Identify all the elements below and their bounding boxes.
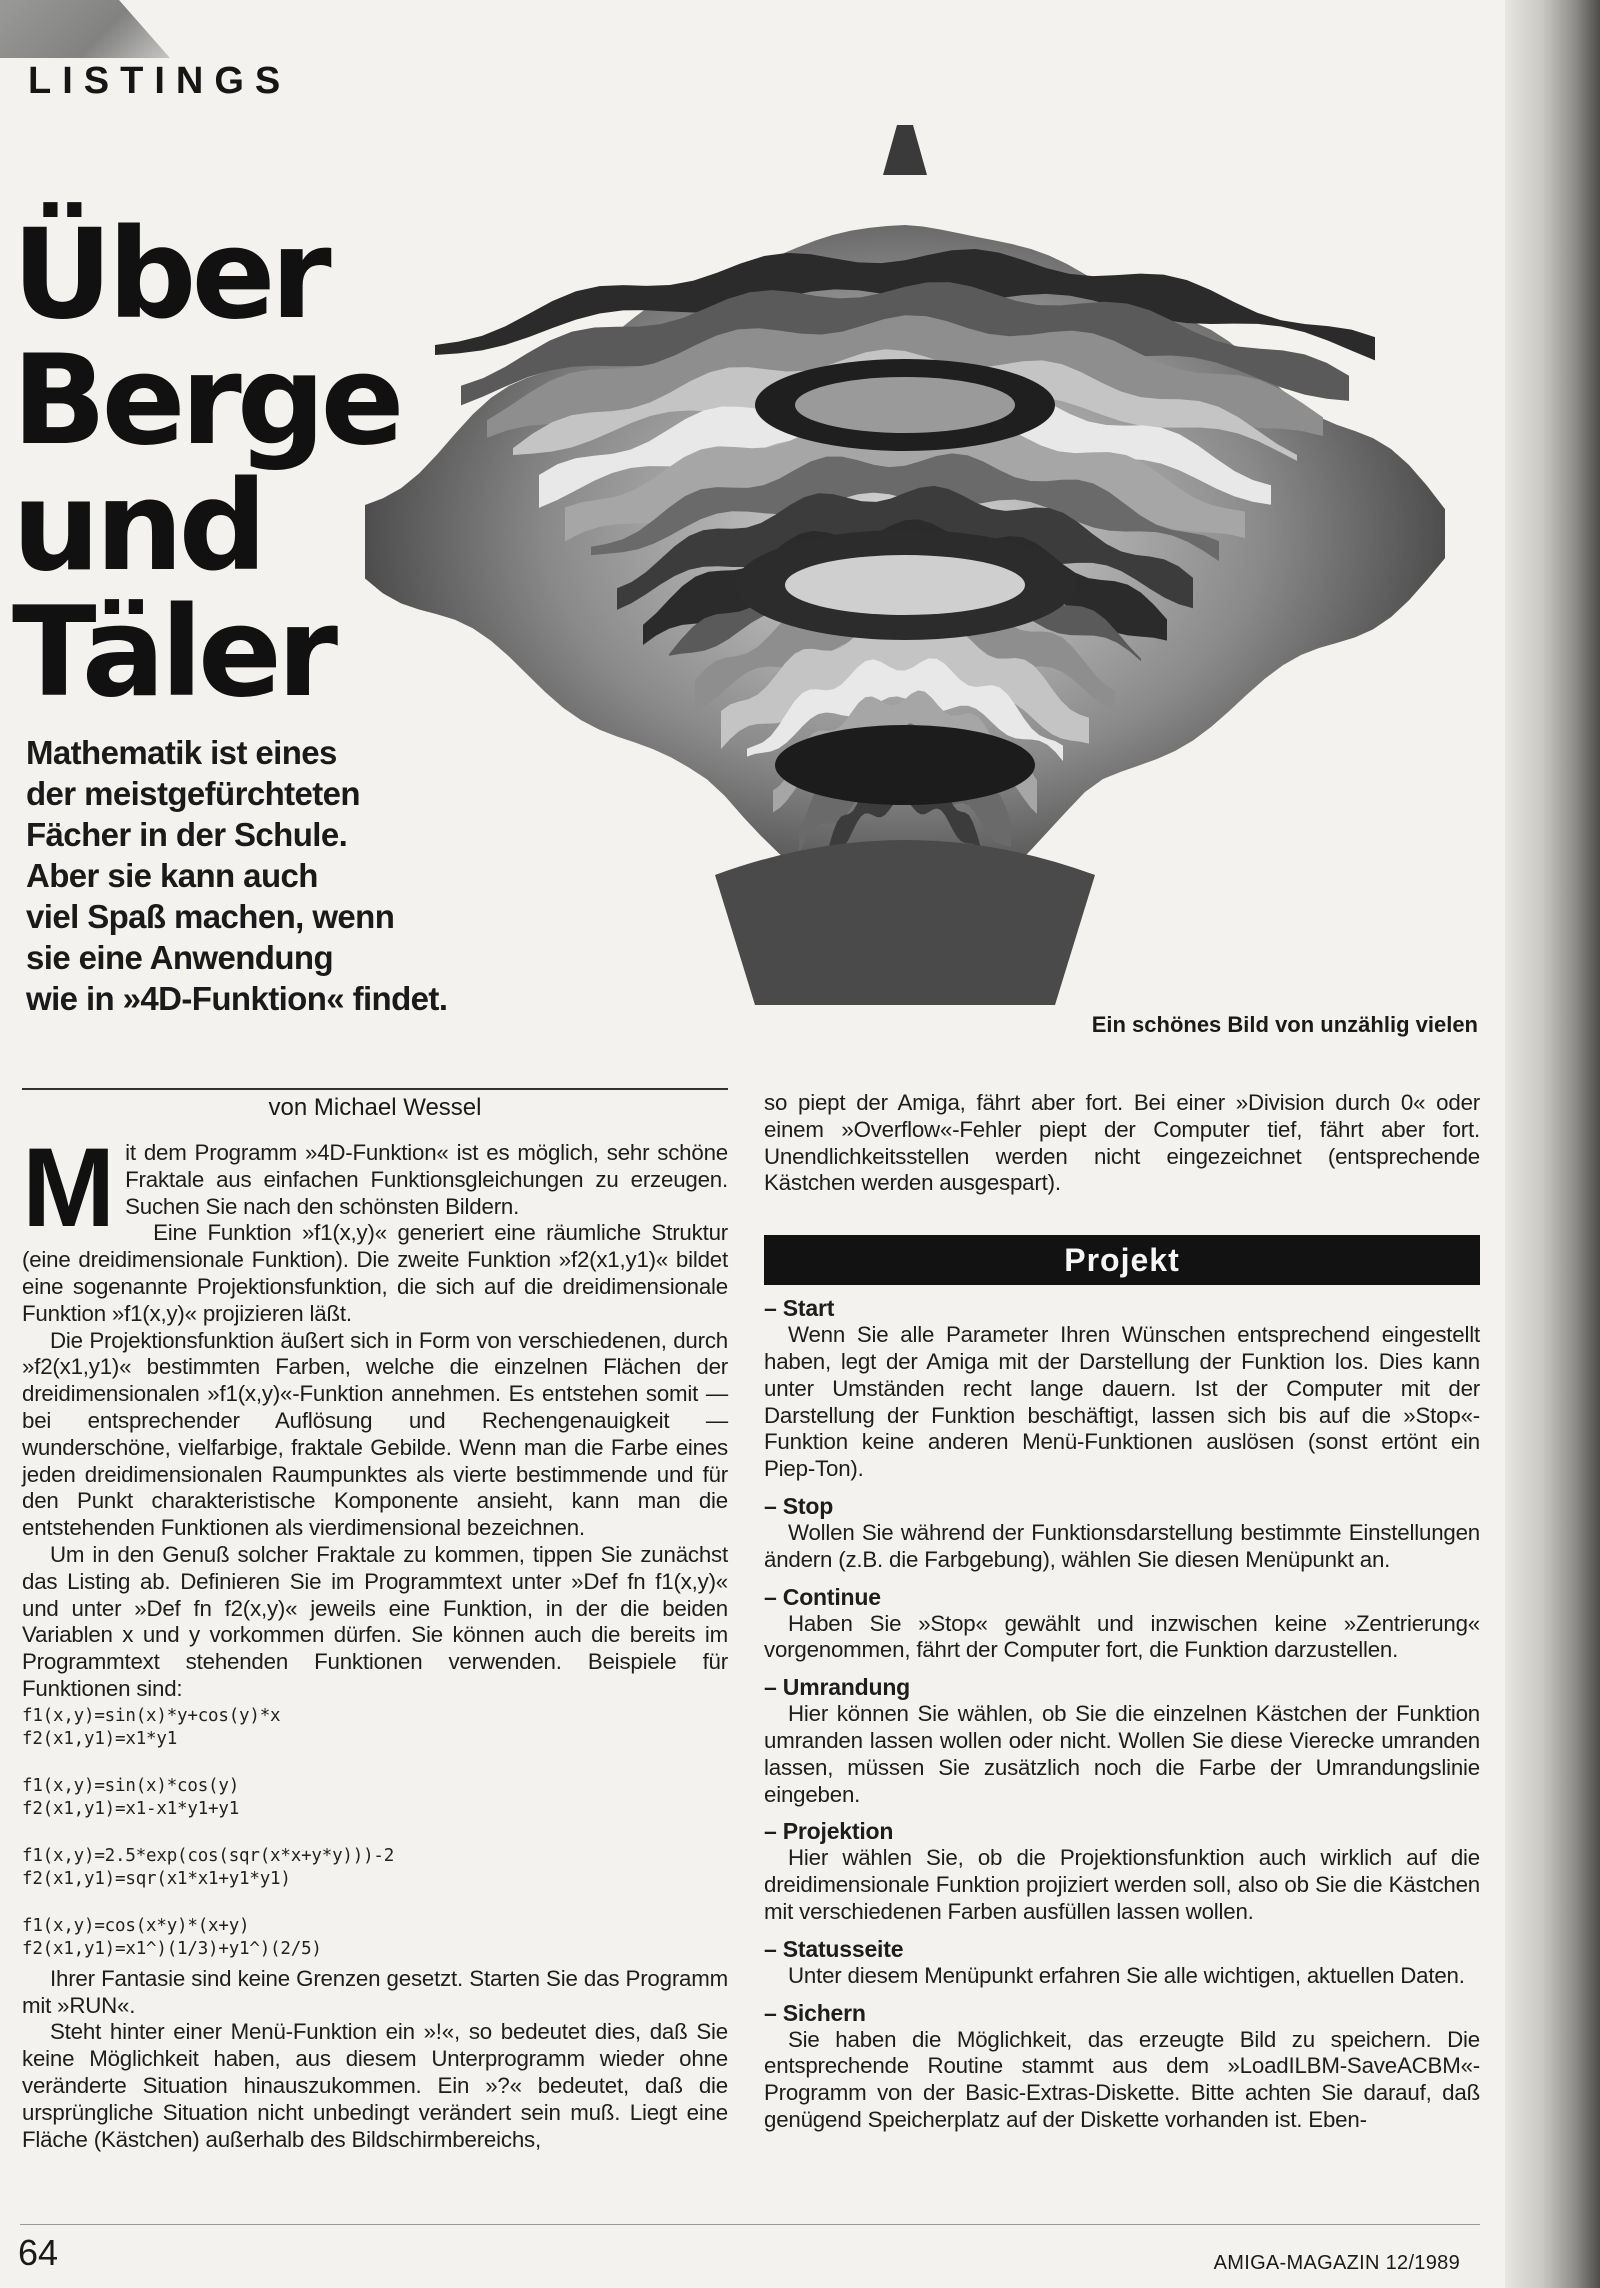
paragraph: so piept der Amiga, fährt aber fort. Bei einer »Division durch 0« oder einem »Overflow«-Fehler piept der Computer tief, fährt aber fort. Unendlichkeitsstellen werden nicht eingezeichnet (entsprechende Kästchen werden ausgespart).: [764, 1090, 1480, 1196]
magazine-issue: AMIGA-MAGAZIN 12/1989: [1213, 2252, 1460, 2274]
menu-item-title: – Projektion: [764, 1818, 894, 1845]
menu-item-description: [764, 1818, 1480, 1925]
menu-item-description: [764, 1584, 1480, 1665]
headline-line: Berge: [12, 329, 400, 473]
code-line: f1(x,y)=sin(x)*cos(y): [22, 1775, 240, 1796]
byline-rule: [22, 1088, 728, 1090]
code-line: f1(x,y)=cos(x*y)*(x+y): [22, 1915, 250, 1936]
menu-item-text: Haben Sie »Stop« gewählt und inzwischen keine »Zentrierung« vorgenommen, fährt der Computer fort, die Funktion darzustellen.: [764, 1610, 1480, 1663]
corner-tab-decoration: [0, 0, 170, 58]
section-label: LISTINGS: [28, 60, 292, 102]
paragraph: Steht hinter einer Menü-Funktion ein »!«, so bedeutet dies, daß Sie keine Möglichkeit haben, aus diesem Unterprogramm wieder ohne veränderte Situation hinauszukommen. Ein »?« bedeutet, daß die ursprüngliche Situation nicht unbedingt verändert sein muß. Liegt eine Fläche (Kästchen) außerhalb des Bildschirmbereichs,: [22, 2019, 728, 2152]
menu-item-text: Hier wählen Sie, ob die Projektionsfunktion auch wirklich auf die dreidimensionale Funktion projiziert werden soll, also ob Sie die Kästchen mit verschiedenen Farben ausfüllen lassen wollen.: [764, 1845, 1480, 1924]
teaser-line: Aber sie kann auch: [26, 857, 318, 894]
teaser-line: sie eine Anwendung: [26, 939, 334, 976]
menu-item-text: Wenn Sie alle Parameter Ihren Wünschen entsprechend eingestellt haben, legt der Amiga mit der Darstellung der Funktion los. Dies kann unter Umständen recht lange dauern. Ist der Computer mit der Darstellung der Funktion beschäftigt, lassen sich bis auf die »Stop«-Funktion keine anderen Menü-Funktionen auslösen (sonst ertönt ein Piep-Ton).: [764, 1322, 1480, 1482]
menu-item-title: – Statusseite: [764, 1935, 904, 1962]
headline-line: Über: [12, 203, 327, 347]
fractal-image: [285, 105, 1525, 1025]
paragraph-text: it dem Programm »4D-Funktion« ist es möglich, sehr schöne Fraktale aus einfachen Funktionsgleichungen zu erzeugen. Suchen Sie nach den schönsten Bildern.: [125, 1140, 728, 1219]
fractal-illustration: [285, 105, 1525, 1025]
menu-item-text: Sie haben die Möglichkeit, das erzeugte Bild zu speichern. Die entsprechende Routine stammt aus dem »LoadILBM-SaveACBM«-Programm von der Basic-Extras-Diskette. Bitte achten Sie darauf, daß genügend Speicherplatz auf der Diskette vorhanden ist. Eben-: [764, 2026, 1480, 2132]
teaser-line: viel Spaß machen, wenn: [26, 898, 395, 935]
fractal-eye-shape: [775, 725, 1035, 805]
paragraph: Um in den Genuß solcher Fraktale zu kommen, tippen Sie zunächst das Listing ab. Definieren Sie im Programmtext unter »Def fn f1(x,y)« und unter »Def fn f2(x,y)« jeweils eine Funktion, in der die beiden Variablen x und y vorkommen dürfen. Sie können auch die bereits im Programmtext stehenden Funktionen verwenden. Beispiele für Funktionen sind:: [22, 1541, 728, 1701]
code-line: f2(x1,y1)=x1-x1*y1+y1: [22, 1799, 240, 1820]
byline: von Michael Wessel: [268, 1094, 482, 1121]
code-line: f2(x1,y1)=x1*y1: [22, 1729, 178, 1750]
menu-item-title: – Stop: [764, 1492, 834, 1519]
menu-item-title: – Umrandung: [764, 1674, 911, 1701]
menu-item-description: [764, 2000, 1480, 2134]
code-line: f1(x,y)=2.5*exp(cos(sqr(x*x+y*y)))-2: [22, 1845, 395, 1866]
teaser-line: der meistgefürchteten: [26, 775, 360, 812]
teaser-line: wie in »4D-Funktion« findet.: [26, 980, 448, 1017]
code-line: f1(x,y)=sin(x)*y+cos(y)*x: [22, 1705, 281, 1726]
code-example: [22, 1775, 728, 1822]
image-caption: Ein schönes Bild von unzählig vielen: [1091, 1012, 1478, 1037]
fractal-spire: [883, 125, 927, 175]
code-example: [22, 1915, 728, 1962]
section-heading-bar: [764, 1235, 1480, 1285]
code-line: f2(x1,y1)=x1^)(1/3)+y1^)(2/5): [22, 1939, 322, 1960]
menu-item-title: – Sichern: [764, 1999, 866, 2026]
fractal-eye-shape: [795, 377, 1015, 433]
menu-item-title: – Start: [764, 1295, 835, 1322]
drop-cap: M: [22, 1125, 116, 1250]
paragraph: Die Projektionsfunktion äußert sich in Form von verschiedenen, durch »f2(x1,y1)« bestimmten Farben, welche die einzelnen Flächen der dreidimensionalen »f1(x,y)«-Funktion annehmen. Es entstehen somit — bei entsprechender Auflösung und Rechengenauigkeit — wunderschöne, vielfarbige, fraktale Gebilde. Wenn man die Farbe eines jeden dreidimensionalen Raumpunktes als vierte bestimmende und für den Punkt charakteristische Komponente ansieht, kann man die entstehenden Funktionen als vierdimensional bezeichnen.: [22, 1327, 728, 1541]
menu-item-description: [764, 1936, 1480, 1990]
fractal-base: [715, 840, 1095, 1005]
menu-item-description: [764, 1674, 1480, 1808]
headline-line: und: [12, 455, 263, 599]
intro-paragraph: [22, 1125, 728, 1250]
page-binding-shadow: [1505, 0, 1600, 2288]
left-column: [22, 1125, 728, 2153]
menu-item-description: [764, 1493, 1480, 1574]
menu-item-title: – Continue: [764, 1583, 881, 1610]
page-number: 64: [18, 2232, 59, 2273]
headline-line: Täler: [12, 581, 334, 725]
right-column: [764, 1090, 1480, 2134]
menu-item-text: Unter diesem Menüpunkt erfahren Sie alle wichtigen, aktuellen Daten.: [788, 1962, 1465, 1988]
teaser-line: Fächer in der Schule.: [26, 816, 348, 853]
section-heading: Projekt: [1064, 1241, 1180, 1278]
footer-rule: [20, 2224, 1480, 2225]
paragraph: Eine Funktion »f1(x,y)« generiert eine räumliche Struktur (eine dreidimensionale Funktion). Die zweite Funktion »f2(x1,y1)« bildet eine sogenannte Projektionsfunktion, die sich auf die dreidimensionale Funktion »f1(x,y)« projizieren läßt.: [22, 1220, 728, 1326]
menu-item-description: [764, 1295, 1480, 1483]
teaser-line: Mathematik ist eines: [26, 734, 337, 771]
code-line: f2(x1,y1)=sqr(x1*x1+y1*y1): [22, 1869, 291, 1890]
code-example: [22, 1705, 728, 1752]
code-example: [22, 1845, 728, 1892]
fractal-eye-shape: [785, 555, 1025, 615]
menu-item-text: Wollen Sie während der Funktionsdarstellung bestimmte Einstellungen ändern (z.B. die Farbgebung), wählen Sie diesen Menüpunkt an.: [764, 1519, 1480, 1572]
menu-item-text: Hier können Sie wählen, ob Sie die einzelnen Kästchen der Funktion umranden lassen wollen oder nicht. Wollen Sie diese Vierecke umranden lassen, müssen Sie zusätzlich noch die Farbe der Umrandungslinie eingeben.: [764, 1701, 1480, 1807]
paragraph: Ihrer Fantasie sind keine Grenzen gesetzt. Starten Sie das Programm mit »RUN«.: [22, 1965, 728, 2018]
